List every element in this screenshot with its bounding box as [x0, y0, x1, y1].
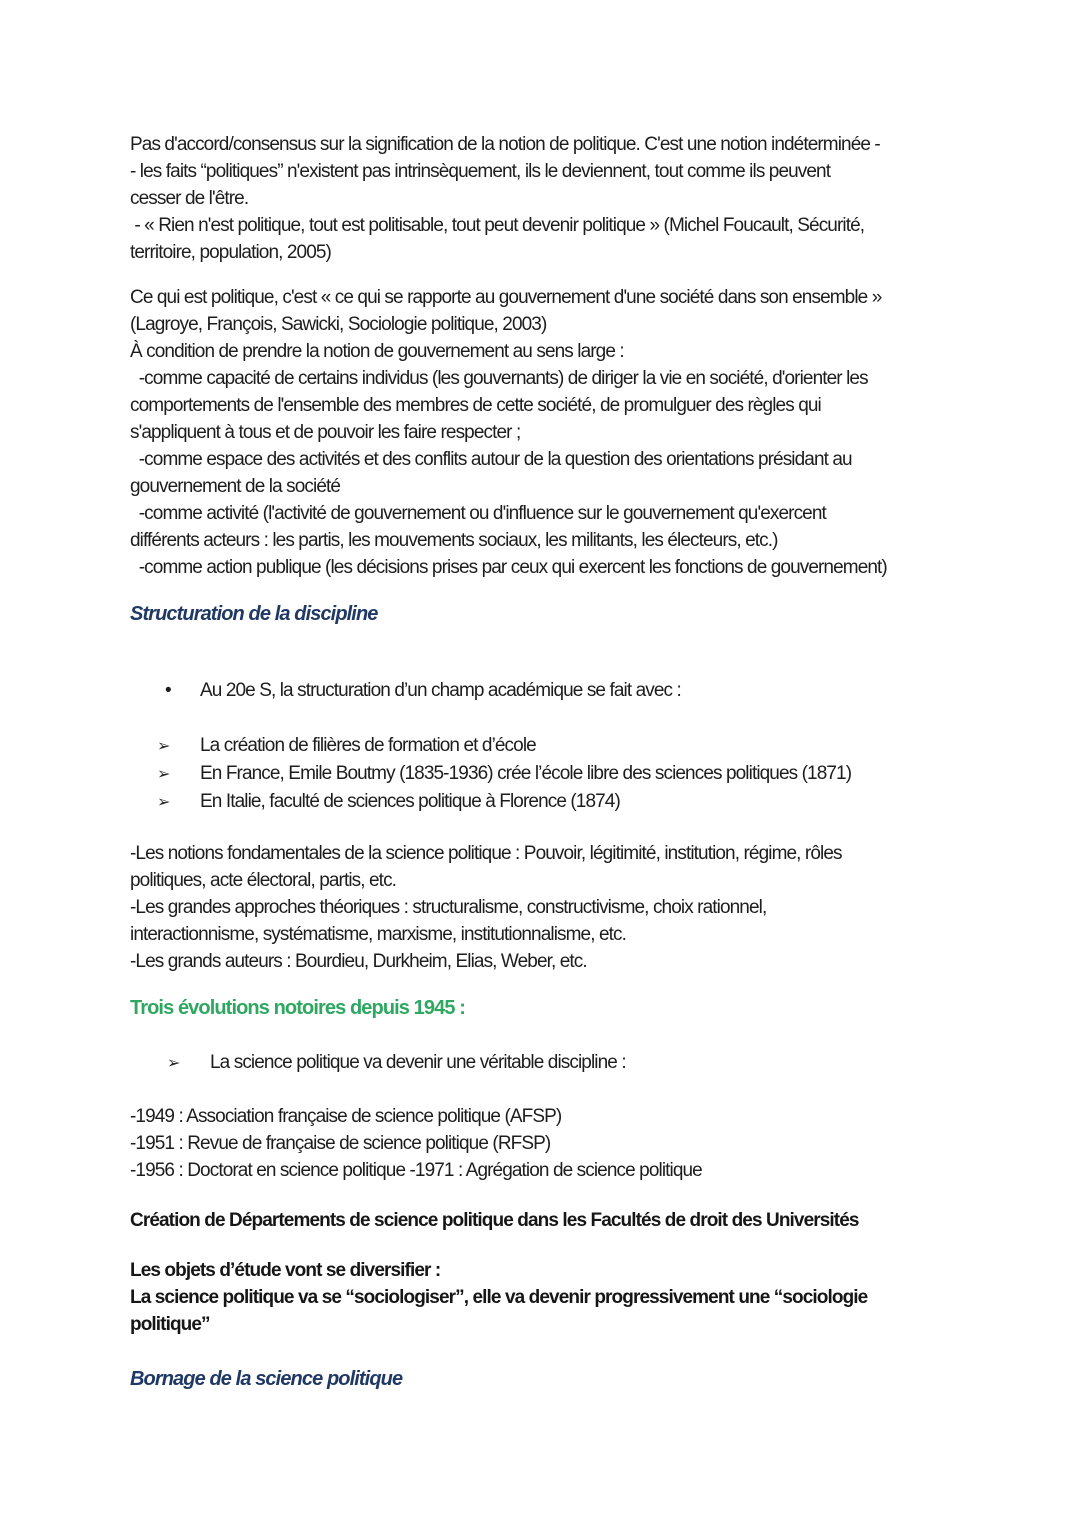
section-title-structuration: Structuration de la discipline — [130, 603, 378, 625]
text-line: -comme espace des activités et des conflits autour de la question des orientations présidant au — [130, 449, 852, 470]
arrowhead-icon: ➢ — [157, 794, 170, 811]
arrow-item-text: La science politique va devenir une véritable discipline : — [210, 1052, 626, 1073]
text-line: -Les grandes approches théoriques : structuralisme, constructivisme, choix rationnel, — [130, 897, 767, 918]
text-line: -1951 : Revue de française de science politique (RFSP) — [130, 1133, 551, 1154]
text-line: politiques, acte électoral, partis, etc. — [130, 870, 397, 891]
text-line: (Lagroye, François, Sawicki, Sociologie politique, 2003) — [130, 314, 547, 335]
section-title-evolutions: Trois évolutions notoires depuis 1945 : — [130, 997, 465, 1019]
text-line: politique” — [130, 1314, 210, 1335]
bullet-icon: • — [165, 680, 171, 701]
text-line: -1956 : Doctorat en science politique -1971 : Agrégation de science politique — [130, 1160, 702, 1181]
text-line: Pas d'accord/consensus sur la signification de la notion de politique. C'est une notion indéterminée - — [130, 134, 880, 155]
text-line: interactionnisme, systématisme, marxisme, institutionnalisme, etc. — [130, 924, 627, 945]
arrowhead-icon: ➢ — [157, 766, 170, 783]
text-line: gouvernement de la société — [130, 476, 341, 497]
text-line: territoire, population, 2005) — [130, 242, 331, 263]
text-line: - « Rien n'est politique, tout est politisable, tout peut devenir politique » (Michel Foucault, Sécurité, — [130, 215, 865, 236]
arrowhead-icon: ➢ — [167, 1055, 180, 1072]
text-line: Ce qui est politique, c'est « ce qui se rapporte au gouvernement d'une société dans son ensemble » — [130, 287, 882, 308]
text-line: -Les grands auteurs : Bourdieu, Durkheim, Elias, Weber, etc. — [130, 951, 587, 972]
milestones-paragraph — [130, 1103, 960, 1184]
text-line: La science politique va se “sociologiser”, elle va devenir progressivement une “sociologie — [130, 1287, 868, 1308]
text-line: -comme action publique (les décisions prises par ceux qui exercent les fonctions de gouvernement) — [130, 557, 887, 578]
arrow-item-text: En France, Emile Boutmy (1835-1936) crée l’école libre des sciences politiques (1871) — [200, 763, 852, 784]
arrow-item-text: En Italie, faculté de sciences politique à Florence (1874) — [200, 791, 620, 812]
text-line: -Les notions fondamentales de la science politique : Pouvoir, légitimité, institution, régime, rôles — [130, 843, 842, 864]
notes-paragraph — [130, 840, 960, 975]
text-line: -1949 : Association française de science politique (AFSP) — [130, 1106, 562, 1127]
text-line: différents acteurs : les partis, les mouvements sociaux, les militants, les électeurs, etc.) — [130, 530, 778, 551]
section-title-bornage: Bornage de la science politique — [130, 1368, 403, 1390]
creation-paragraph — [130, 1207, 960, 1234]
definition-paragraph — [130, 284, 960, 581]
arrow-list — [130, 732, 960, 816]
arrow-item — [130, 760, 960, 788]
arrow-item — [130, 788, 960, 816]
objets-paragraph — [130, 1257, 960, 1338]
arrow-item — [130, 732, 960, 760]
text-line: - les faits “politiques” n'existent pas intrinsèquement, ils le deviennent, tout comme ils peuvent — [130, 161, 831, 182]
text-line: À condition de prendre la notion de gouvernement au sens large : — [130, 341, 624, 362]
text-line: Création de Départements de science politique dans les Facultés de droit des Universités — [130, 1210, 859, 1231]
bullet-item — [130, 677, 960, 704]
bullet-item-text: Au 20e S, la structuration d’un champ académique se fait avec : — [200, 680, 681, 701]
intro-paragraph — [130, 131, 960, 266]
text-line: comportements de l'ensemble des membres de cette société, de promulguer des règles qui — [130, 395, 821, 416]
text-line: cesser de l'être. — [130, 188, 249, 209]
arrow-item-text: La création de filières de formation et d’école — [200, 735, 536, 756]
text-line: -comme activité (l'activité de gouvernement ou d'influence sur le gouvernement qu'exercent — [130, 503, 826, 524]
arrowhead-icon: ➢ — [157, 738, 170, 755]
arrow-item — [140, 1049, 960, 1077]
text-line: -comme capacité de certains individus (les gouvernants) de diriger la vie en société, d'orienter les — [130, 368, 868, 389]
text-line: Les objets d’étude vont se diversifier : — [130, 1260, 441, 1281]
text-line: s'appliquent à tous et de pouvoir les faire respecter ; — [130, 422, 521, 443]
